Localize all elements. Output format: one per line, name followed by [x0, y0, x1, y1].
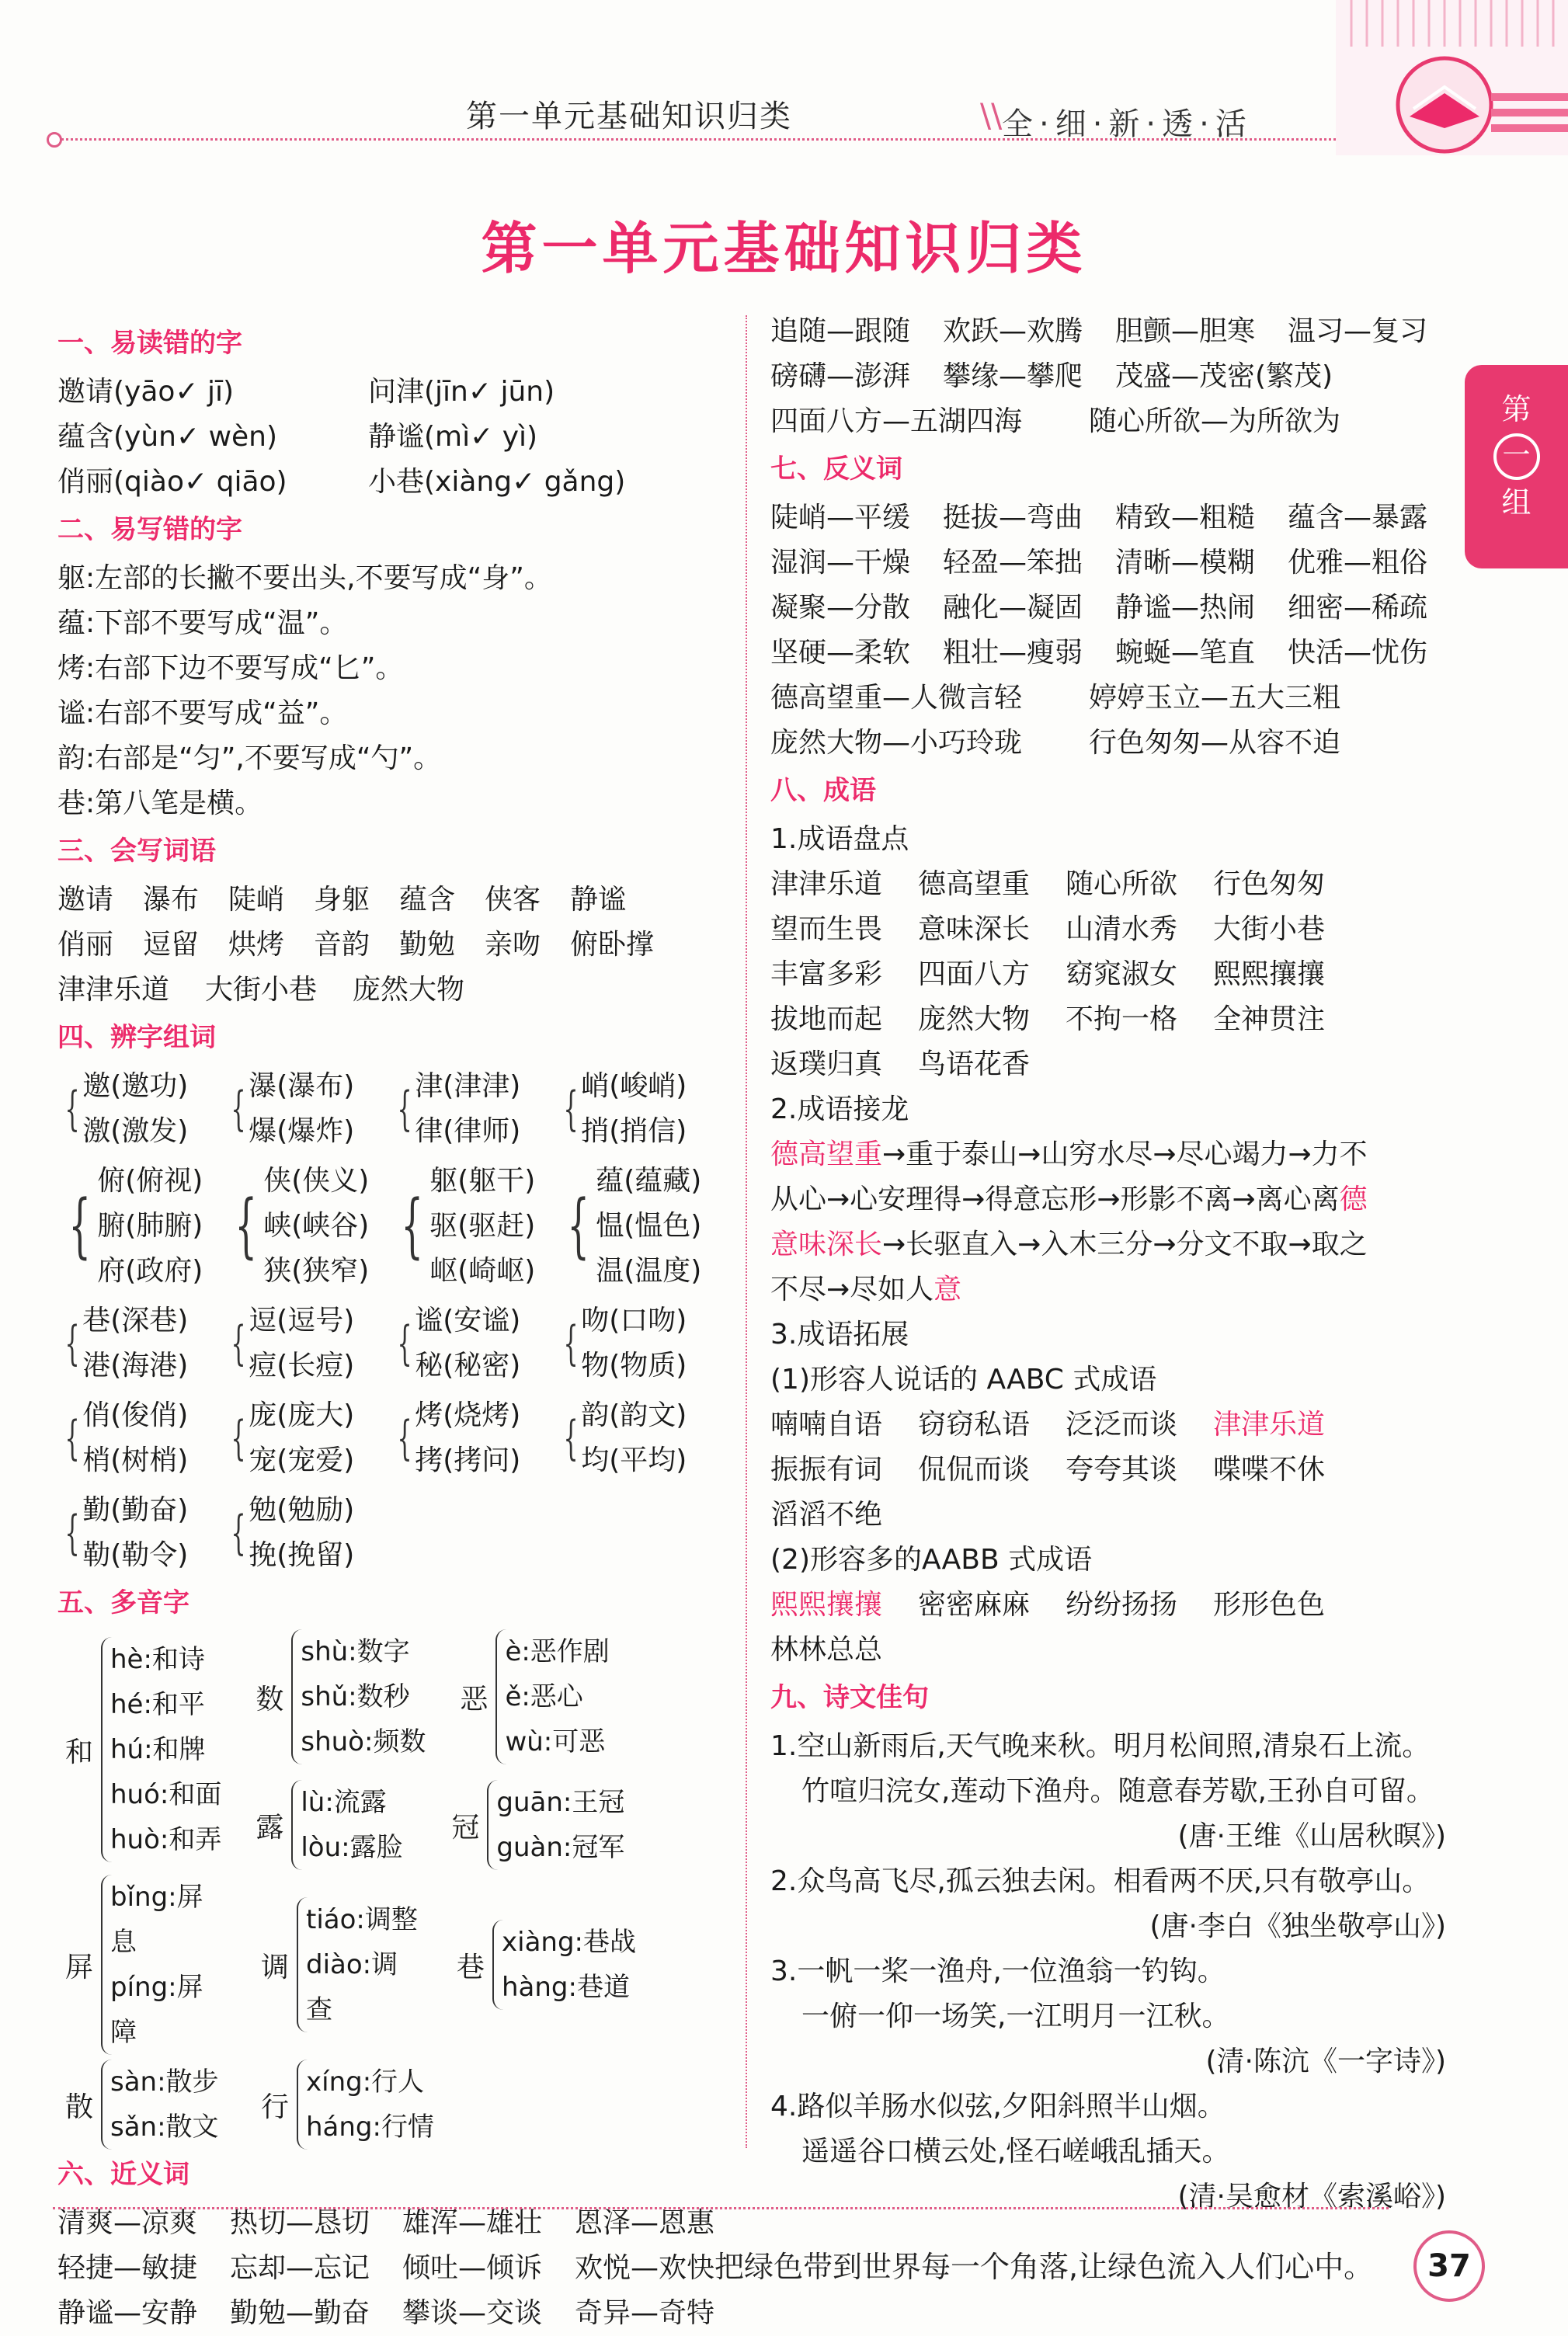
page-number: 37: [1413, 2230, 1485, 2302]
list-item: [770, 1583, 1469, 1628]
text-cell: 庞(庞大): [249, 1399, 355, 1431]
side-tab-top: 第: [1501, 392, 1531, 426]
text-cell: 俯(俯视): [97, 1165, 203, 1197]
text-cell: 瀑(瀑布): [249, 1070, 355, 1102]
text-cell: 邀(邀功): [82, 1070, 189, 1102]
text-cell: 侠客: [485, 884, 541, 916]
text-cell: 德高望重: [918, 868, 1031, 900]
list-item: [57, 878, 733, 923]
text-cell: 蜿蜒—笔直: [1115, 637, 1256, 669]
poem-line: 一俯一仰一场笑,一江明月一江秋。: [801, 2001, 1230, 2032]
text-cell: 恩泽—恩惠: [575, 2207, 715, 2239]
text-cell: 物(物质): [581, 1350, 687, 1382]
char-group-row: { 勤(勤奋) 勒(勒令) { 勉(勉励) 挽(挽留): [57, 1488, 733, 1578]
text-cell: 清爽—凉爽: [57, 2207, 198, 2239]
list-item: [770, 309, 1469, 354]
list-item: [770, 721, 1469, 766]
list-item: 滔滔不绝: [770, 1499, 883, 1531]
list-item: [57, 2291, 733, 2336]
side-tab-bottom: 组: [1501, 485, 1531, 520]
text-cell: 逗留: [143, 929, 200, 961]
text-cell: 散: [64, 2091, 93, 2123]
text-cell: hè:和诗: [110, 1644, 205, 1675]
text-cell: 和: [64, 1736, 93, 1768]
text-cell: 清晰—模糊: [1115, 547, 1256, 579]
text-cell: 愠(愠色): [596, 1210, 702, 1242]
text-cell: 侠(侠义): [263, 1165, 370, 1197]
text-cell: 冠: [451, 1811, 480, 1844]
text-cell: 亲吻: [485, 929, 541, 961]
header-slogan: 全·细·新·透·活: [1002, 106, 1253, 142]
text-cell: 胆颤—胆寒: [1115, 315, 1256, 347]
text-cell: 温(温度): [596, 1255, 702, 1287]
text-cell: 喋喋不休: [1213, 1454, 1326, 1486]
text-cell: 纷纷扬扬: [1066, 1589, 1178, 1621]
text-cell: diào:调查: [306, 1949, 398, 2025]
text-cell: 大街小巷: [1213, 913, 1326, 945]
text-cell: guàn:冠军: [496, 1832, 625, 1863]
section-heading: 九、诗文佳句: [770, 1682, 929, 1713]
text-cell: 意味深长: [770, 1229, 883, 1260]
text-cell: 倾吐—倾诉: [402, 2252, 543, 2284]
list-item: 林林总总: [770, 1634, 883, 1666]
text-cell: 熙熙攘攘: [1213, 958, 1326, 990]
text-cell: 腑(肺腑): [97, 1210, 203, 1242]
text-cell: 宠(宠爱): [249, 1444, 355, 1476]
header-rule: [53, 138, 1443, 141]
chain-line: [770, 1267, 1469, 1312]
text-cell: 大街小巷: [205, 974, 318, 1006]
poem-line: 1.空山新雨后,天气晚来秋。明月松间照,清泉石上流。: [770, 1730, 1431, 1762]
text-cell: 陡峭: [228, 884, 285, 916]
text-cell: shuò:频数: [301, 1726, 426, 1757]
text-cell: 德高望重—人微言轻: [770, 682, 1023, 714]
text-cell: 返璞归真: [770, 1048, 883, 1080]
text-cell: 驱(驱赶): [429, 1210, 536, 1242]
text-cell: 津津乐道: [1213, 1409, 1326, 1441]
text-cell: bǐng:屏息: [110, 1882, 203, 1958]
text-cell: 数: [256, 1683, 284, 1716]
text-cell: 俏(俊俏): [82, 1399, 189, 1431]
chain-line: [770, 1177, 1469, 1222]
text-cell: wù:可恶: [505, 1726, 606, 1757]
text-cell: 蕴(蕴藏): [596, 1165, 702, 1197]
text-cell: 轻捷—敏捷: [57, 2252, 198, 2284]
text-cell: 庞然大物: [353, 974, 465, 1006]
text-cell: 爆(爆炸): [249, 1115, 355, 1147]
text-cell: 四面八方—五湖四海: [770, 405, 1023, 437]
text-cell: 攀缘—攀爬: [943, 360, 1083, 392]
page-title: 第一单元基础知识归类: [481, 216, 1087, 281]
text-cell: 攀谈—交谈: [402, 2297, 543, 2329]
poem-citation: (唐·王维《山居秋暝》): [1177, 1820, 1446, 1852]
poem-line: 4.路似羊肠水似弦,夕阳斜照半山烟。: [770, 2091, 1226, 2122]
chain-line: [770, 1222, 1469, 1267]
text-cell: 德高望重: [770, 1138, 883, 1170]
list-item: [770, 541, 1469, 586]
section-heading: 三、会写词语: [57, 836, 216, 867]
text-cell: 秘(秘密): [415, 1350, 521, 1382]
text-cell: 痘(长痘): [249, 1350, 355, 1382]
header-slash-mark: \\: [980, 96, 1003, 134]
char-group-row: { 巷(深巷) 港(海港) { 逗(逗号) 痘(长痘) { 谧(安谧) 秘(秘密) { 吻(口吻) 物(物质): [57, 1298, 733, 1389]
text-cell: shǔ:数秒: [301, 1681, 410, 1712]
text-cell: è:恶作剧: [505, 1636, 610, 1667]
list-item: [770, 862, 1469, 907]
list-item: [57, 415, 733, 460]
text-cell: 音韵: [314, 929, 370, 961]
text-cell: 逗(逗号): [249, 1305, 355, 1337]
list-item: [57, 968, 733, 1013]
text-cell: 粗壮—瘦弱: [943, 637, 1083, 669]
section-heading: 四、辨字组词: [57, 1022, 216, 1053]
text-cell: 勒(勒令): [82, 1539, 189, 1571]
text-cell: 梢(树梢): [82, 1444, 189, 1476]
left-column: [57, 318, 733, 2336]
text-cell: sǎn:散文: [110, 2112, 219, 2143]
text-cell: 府(政府): [97, 1255, 203, 1287]
list-item: 烤:右部下边不要写成“匕”。: [57, 652, 404, 684]
text-cell: 挽(挽留): [249, 1539, 355, 1571]
text-cell: 躯(躯干): [429, 1165, 536, 1197]
text-cell: 巷: [456, 1951, 485, 1983]
list-item: [770, 495, 1469, 541]
section-heading: 五、多音字: [57, 1587, 189, 1618]
text-cell: 窃窃私语: [918, 1409, 1031, 1441]
text-cell: 韵(韵文): [581, 1399, 687, 1431]
text-cell: 吻(口吻): [581, 1305, 687, 1337]
text-cell: 坚硬—柔软: [770, 637, 911, 669]
poem-line: 遥遥谷口横云处,怪石嵯峨乱插天。: [801, 2136, 1230, 2167]
text-cell: 密密麻麻: [918, 1589, 1031, 1621]
text-cell: 轻盈—笨拙: [943, 547, 1083, 579]
text-cell: 热切—恳切: [230, 2207, 370, 2239]
text-cell: 不拘一格: [1066, 1003, 1178, 1035]
text-cell: 俏丽: [57, 929, 114, 961]
text-cell: 融化—凝固: [943, 592, 1083, 624]
text-cell: 湿润—干燥: [770, 547, 911, 579]
poem-citation: (清·吴愈材《索溪峪》): [1177, 2181, 1446, 2213]
text-cell: 泛泛而谈: [1066, 1409, 1178, 1441]
text-cell: shù:数字: [301, 1636, 410, 1667]
list-item: [770, 1403, 1469, 1448]
list-item: [770, 997, 1469, 1042]
text-cell: 烤(烧烤): [415, 1399, 521, 1431]
text-cell: 茂盛—茂密(繁茂): [1115, 360, 1333, 392]
text-cell: 忘却—忘记: [230, 2252, 370, 2284]
text-cell: hàng:巷道: [502, 1972, 630, 2003]
text-cell: 精致—粗糙: [1115, 502, 1256, 534]
text-cell: 婷婷玉立—五大三粗: [1089, 682, 1341, 714]
text-cell: 调: [260, 1951, 289, 1983]
text-cell: 山清水秀: [1066, 913, 1178, 945]
list-item: [770, 952, 1469, 997]
text-cell: 喃喃自语: [770, 1409, 883, 1441]
text-cell: 谧(安谧): [415, 1305, 521, 1337]
text-cell: 望而生畏: [770, 913, 883, 945]
text-cell: 恶: [460, 1683, 488, 1716]
text-cell: →重于泰山→山穷水尽→尽心竭力→力不: [882, 1138, 1368, 1170]
column-divider: [746, 315, 747, 2148]
text-cell: tiáo:调整: [306, 1904, 418, 1935]
text-cell: 峡(峡谷): [263, 1210, 370, 1242]
poem-citation: (唐·李白《独坐敬亭山》): [1149, 1910, 1446, 1942]
subheading: 3.成语拓展: [770, 1319, 909, 1350]
text-cell: 庞然大物—小巧玲珑: [770, 727, 1023, 759]
text-cell: 勉(勉励): [249, 1494, 355, 1526]
text-cell: huò:和弄: [110, 1824, 222, 1855]
text-cell: 德: [1339, 1184, 1368, 1215]
subheading: 1.成语盘点: [770, 823, 909, 855]
polyphone-row: [57, 1875, 733, 2055]
text-cell: 邀请: [57, 884, 114, 916]
poem-citation: (清·陈沆《一字诗》): [1205, 2046, 1446, 2077]
text-cell: 意味深长: [918, 913, 1031, 945]
text-cell: 从心→心安理得→得意忘形→形影不离→离心离: [770, 1184, 1340, 1215]
text-cell: 行色匆匆: [1213, 868, 1326, 900]
text-cell: 问津(jīn✓ jūn): [368, 376, 555, 408]
text-cell: 蕴含—暴露: [1288, 502, 1428, 534]
subheading: 2.成语接龙: [770, 1093, 909, 1125]
text-cell: lù:流露: [301, 1787, 387, 1818]
text-cell: 小巷(xiàng✓ gǎng): [368, 466, 626, 498]
list-item: 谧:右部不要写成“益”。: [57, 697, 348, 729]
list-item: [770, 1448, 1469, 1493]
text-cell: 拷(拷问): [415, 1444, 521, 1476]
text-cell: 津津乐道: [770, 868, 883, 900]
list-item: [770, 354, 1469, 399]
side-tab-circle: 一: [1493, 433, 1540, 480]
text-cell: 拔地而起: [770, 1003, 883, 1035]
list-item: 躯:左部的长撇不要出头,不要写成“身”。: [57, 562, 552, 594]
section-heading: 六、近义词: [57, 2159, 189, 2190]
text-cell: 凝聚—分散: [770, 592, 911, 624]
char-group-row: { 俏(俊俏) 梢(树梢) { 庞(庞大) 宠(宠爱) { 烤(烧烤) 拷(拷问) { 韵(韵文) 均(平均): [57, 1393, 733, 1483]
section-heading: 八、成语: [770, 775, 876, 806]
text-cell: 屏: [64, 1951, 93, 1983]
subheading: (1)形容人说话的 AABC 式成语: [770, 1364, 1157, 1396]
text-cell: 岖(崎岖): [429, 1255, 536, 1287]
text-cell: 捎(捎信): [581, 1115, 687, 1147]
list-item: [57, 2246, 733, 2291]
section-heading: 七、反义词: [770, 454, 902, 485]
list-item: [57, 923, 733, 968]
list-item: [770, 631, 1469, 676]
text-cell: xiàng:巷战: [502, 1927, 636, 1958]
text-cell: 津津乐道: [57, 974, 170, 1006]
text-cell: 静谧—热闹: [1115, 592, 1256, 624]
text-cell: 瀑布: [143, 884, 200, 916]
footer-slogan: 把绿色带到世界每一个角落,让绿色流入人们心中。: [714, 2250, 1374, 2284]
text-cell: xíng:行人: [306, 2067, 425, 2098]
list-item: 蕴:下部不要写成“温”。: [57, 607, 348, 639]
text-cell: 细密—稀疏: [1288, 592, 1428, 624]
polyphone-row: [57, 2060, 733, 2150]
poem-line: 竹喧归浣女,莲动下渔舟。随意春芳歇,王孙自可留。: [801, 1775, 1434, 1807]
text-cell: 丰富多彩: [770, 958, 883, 990]
text-cell: 欢悦—欢快: [575, 2252, 715, 2284]
text-cell: 邀请(yāo✓ jī): [57, 376, 235, 408]
poem-line: 2.众鸟高飞尽,孤云独去闲。相看两不厌,只有敬亭山。: [770, 1865, 1431, 1897]
text-cell: 磅礴—澎湃: [770, 360, 911, 392]
text-cell: 熙熙攘攘: [770, 1589, 883, 1621]
text-cell: 意: [933, 1274, 962, 1305]
running-header-title: 第一单元基础知识归类: [466, 99, 792, 134]
text-cell: 雄浑—雄壮: [402, 2207, 543, 2239]
text-cell: 全神贯注: [1213, 1003, 1326, 1035]
text-cell: 静谧: [570, 884, 627, 916]
text-cell: 四面八方: [918, 958, 1031, 990]
text-cell: 温习—复习: [1288, 315, 1428, 347]
list-item: 韵:右部是“匀”,不要写成“勺”。: [57, 742, 442, 774]
text-cell: 欢跃—欢腾: [943, 315, 1083, 347]
text-cell: ě:恶心: [505, 1681, 583, 1712]
text-cell: 律(律师): [415, 1115, 521, 1147]
text-cell: guān:王冠: [496, 1787, 625, 1818]
text-cell: 随心所欲: [1066, 868, 1178, 900]
section-heading: 一、易读错的字: [57, 328, 242, 359]
text-cell: 俏丽(qiào✓ qiāo): [57, 466, 287, 498]
text-cell: lòu:露脸: [301, 1832, 403, 1863]
text-cell: 勤(勤奋): [82, 1494, 189, 1526]
text-cell: 峭(峻峭): [581, 1070, 687, 1102]
list-item: [770, 676, 1469, 721]
text-cell: 形形色色: [1213, 1589, 1326, 1621]
text-cell: 行: [260, 2091, 289, 2123]
text-cell: 身躯: [314, 884, 370, 916]
list-item: [57, 460, 733, 505]
text-cell: 行色匆匆—从容不迫: [1089, 727, 1341, 759]
list-item: [770, 1042, 1469, 1087]
text-cell: 振振有词: [770, 1454, 883, 1486]
text-cell: 夸夸其谈: [1066, 1454, 1178, 1486]
list-item: 巷:第八笔是横。: [57, 787, 263, 819]
text-cell: →长驱直入→入木三分→分文不取→取之: [882, 1229, 1368, 1260]
book-logo-icon: [1336, 0, 1568, 155]
text-cell: 津(津津): [415, 1070, 521, 1102]
text-cell: 优雅—粗俗: [1288, 547, 1428, 579]
poem-line: 3.一帆一桨一渔舟,一位渔翁一钓钩。: [770, 1955, 1226, 1987]
unit-side-tab: [1465, 365, 1568, 568]
char-group-row: { 邀(邀功) 激(激发) { 瀑(瀑布) 爆(爆炸) { 津(津津) 律(律师) { 峭(峻峭) 捎(捎信): [57, 1064, 733, 1154]
text-cell: 不尽→尽如人: [770, 1274, 934, 1305]
text-cell: sàn:散步: [110, 2067, 219, 2098]
text-cell: 奇异—奇特: [575, 2297, 715, 2329]
text-cell: 港(海港): [82, 1350, 189, 1382]
text-cell: 庞然大物: [918, 1003, 1031, 1035]
text-cell: 挺拔—弯曲: [943, 502, 1083, 534]
polyphone-row: [57, 1629, 733, 1870]
text-cell: 狭(狭窄): [263, 1255, 370, 1287]
text-cell: 巷(深巷): [82, 1305, 189, 1337]
char-group-row: { 俯(俯视) 腑(肺腑) 府(政府) { 侠(侠义) 峡(峡谷) 狭(狭窄) { 躯(躯干) 驱(驱赶) 岖(崎岖) { 蕴(蕴藏) 愠(愠色) 温(温度): [57, 1159, 733, 1294]
text-cell: 激(激发): [82, 1115, 189, 1147]
text-cell: 均(平均): [581, 1444, 687, 1476]
text-cell: 随心所欲—为所欲为: [1089, 405, 1341, 437]
text-cell: hú:和牌: [110, 1734, 206, 1765]
text-cell: 蕴含(yùn✓ wèn): [57, 421, 278, 453]
text-cell: 快活—忧伤: [1288, 637, 1428, 669]
subheading: (2)形容多的AABB 式成语: [770, 1544, 1093, 1576]
text-cell: huó:和面: [110, 1779, 222, 1810]
text-cell: 静谧(mì✓ yì): [368, 421, 538, 453]
text-cell: háng:行情: [306, 2112, 434, 2143]
text-cell: 勤勉—勤奋: [230, 2297, 370, 2329]
text-cell: 烘烤: [228, 929, 285, 961]
list-item: [770, 586, 1469, 631]
text-cell: 侃侃而谈: [918, 1454, 1031, 1486]
text-cell: 陡峭—平缓: [770, 502, 911, 534]
text-cell: píng:屏障: [110, 1972, 203, 2048]
text-cell: 俯卧撑: [570, 929, 655, 961]
text-cell: hé:和平: [110, 1689, 205, 1720]
text-cell: 勤勉: [399, 929, 456, 961]
list-item: [770, 907, 1469, 952]
footer-rule: [53, 2207, 1389, 2209]
list-item: [770, 399, 1469, 444]
text-cell: 追随—跟随: [770, 315, 911, 347]
section-heading: 二、易写错的字: [57, 514, 242, 545]
right-column: [770, 309, 1469, 2220]
header-rule-dot: [47, 132, 62, 148]
list-item: [57, 370, 733, 415]
chain-line: [770, 1132, 1469, 1177]
text-cell: 静谧—安静: [57, 2297, 198, 2329]
text-cell: 蕴含: [399, 884, 456, 916]
text-cell: 露: [256, 1811, 284, 1844]
text-cell: 鸟语花香: [918, 1048, 1031, 1080]
text-cell: 窈窕淑女: [1066, 958, 1178, 990]
